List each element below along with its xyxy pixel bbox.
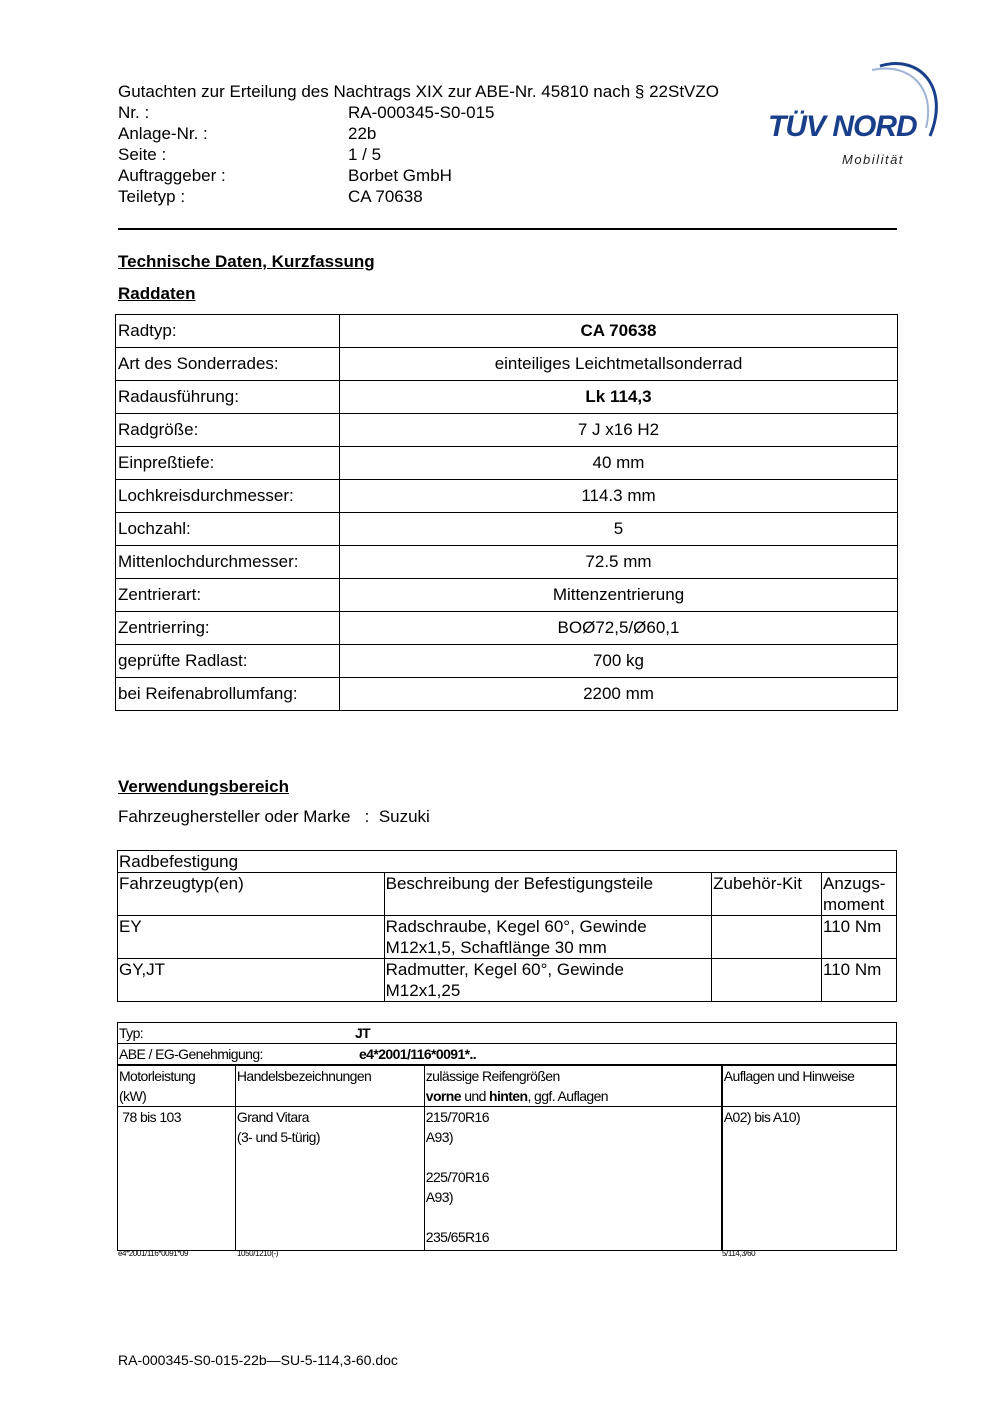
abe-label: ABE / EG-Genehmigung: bbox=[119, 1046, 263, 1062]
header-cell: Zubehör-Kit bbox=[712, 873, 822, 916]
raddaten-label: geprüfte Radlast: bbox=[116, 645, 340, 678]
header-cell: Beschreibung der Befestigungsteile bbox=[384, 873, 711, 916]
abe-value: e4*2001/116*0091*.. bbox=[359, 1046, 477, 1062]
header-key: Seite : bbox=[118, 145, 167, 164]
table-cell: EY bbox=[118, 916, 385, 959]
raddaten-value: CA 70638 bbox=[340, 315, 898, 348]
header-cell: Fahrzeugtyp(en) bbox=[118, 873, 385, 916]
abe-row bbox=[118, 1044, 897, 1066]
raddaten-row bbox=[116, 513, 898, 546]
typ-value: JT bbox=[355, 1025, 371, 1041]
tuv-nord-logo bbox=[760, 58, 940, 170]
raddaten-label: Einpreßtiefe: bbox=[116, 447, 340, 480]
radbefestigung-title: Radbefestigung bbox=[118, 851, 897, 873]
typ-row bbox=[118, 1023, 897, 1044]
raddaten-label: Art des Sonderrades: bbox=[116, 348, 340, 381]
typ-label: Typ: bbox=[119, 1025, 144, 1041]
typ-table bbox=[117, 1022, 897, 1251]
table-cell: Radschraube, Kegel 60°, Gewinde M12x1,5, Schaftlänge 30 mm bbox=[384, 916, 711, 959]
raddaten-row bbox=[116, 612, 898, 645]
raddaten-value: Lk 114,3 bbox=[340, 381, 898, 414]
manufacturer-value: Suzuki bbox=[378, 807, 430, 826]
raddaten-value: 72.5 mm bbox=[340, 546, 898, 579]
header-value: CA 70638 bbox=[348, 187, 423, 206]
reifen-und: und bbox=[460, 1088, 490, 1104]
table-row bbox=[118, 916, 897, 959]
reifen-header-line: zulässige Reifengrößen bbox=[425, 1068, 560, 1084]
raddaten-row bbox=[116, 381, 898, 414]
header-key: Nr. : bbox=[118, 103, 150, 122]
header-key: Teiletyp : bbox=[118, 187, 186, 206]
raddaten-table bbox=[115, 314, 898, 711]
table-row bbox=[118, 959, 897, 1002]
header-key: Anlage-Nr. : bbox=[118, 124, 208, 143]
header-row bbox=[118, 186, 719, 207]
radbefestigung-table bbox=[117, 850, 897, 1002]
raddaten-value: 5 bbox=[340, 513, 898, 546]
header-cell: Anzugs- moment bbox=[822, 873, 897, 916]
section-heading-technische-daten: Technische Daten, Kurzfassung bbox=[118, 252, 375, 271]
reifen-header-line bbox=[426, 1086, 720, 1106]
header-cell: Motorleistung (kW) bbox=[118, 1065, 236, 1107]
raddaten-label: Lochkreisdurchmesser: bbox=[116, 480, 340, 513]
table-cell bbox=[712, 959, 822, 1002]
header-cell: Auflagen und Hinweise bbox=[722, 1065, 897, 1107]
raddaten-value: 7 J x16 H2 bbox=[340, 414, 898, 447]
table-cell bbox=[712, 916, 822, 959]
manufacturer-separator: : bbox=[364, 807, 370, 826]
header-value: RA-000345-S0-015 bbox=[348, 103, 495, 122]
section-heading-verwendungsbereich: Verwendungsbereich bbox=[118, 777, 289, 796]
document-title: Gutachten zur Erteilung des Nachtrags XIX zur ABE-Nr. 45810 nach § 22StVZO bbox=[118, 82, 719, 101]
raddaten-label: Radausführung: bbox=[116, 381, 340, 414]
header-cell: Handelsbezeichnungen bbox=[235, 1065, 424, 1107]
header-row bbox=[118, 102, 719, 123]
raddaten-label: Radgröße: bbox=[116, 414, 340, 447]
document-header bbox=[118, 81, 719, 207]
header-row bbox=[118, 144, 719, 165]
header-row bbox=[118, 165, 719, 186]
raddaten-row bbox=[116, 348, 898, 381]
table-cell: Radmutter, Kegel 60°, Gewinde M12x1,25 bbox=[384, 959, 711, 1002]
raddaten-value: BOØ72,5/Ø60,1 bbox=[340, 612, 898, 645]
raddaten-row bbox=[116, 315, 898, 348]
logo-subtitle: Mobilität bbox=[842, 152, 904, 167]
table-cell: GY,JT bbox=[118, 959, 385, 1002]
raddaten-label: Lochzahl: bbox=[116, 513, 340, 546]
section-heading-raddaten: Raddaten bbox=[118, 284, 196, 303]
footnote-approval: e4*2001/116*0091*09 bbox=[118, 1249, 189, 1258]
manufacturer-label: Fahrzeughersteller oder Marke bbox=[118, 807, 351, 826]
reifen-auflagen: , ggf. Auflagen bbox=[527, 1088, 608, 1104]
raddaten-row bbox=[116, 645, 898, 678]
logo-wordmark: TÜV NORD bbox=[768, 110, 917, 143]
raddaten-row bbox=[116, 480, 898, 513]
manufacturer-line bbox=[118, 807, 430, 827]
reifen-vorne: vorne bbox=[425, 1088, 461, 1104]
header-value: Borbet GmbH bbox=[348, 166, 452, 185]
raddaten-label: Mittenlochdurchmesser: bbox=[116, 546, 340, 579]
raddaten-row bbox=[116, 414, 898, 447]
reifen-hinten: hinten bbox=[489, 1088, 528, 1104]
table-row bbox=[118, 1107, 897, 1251]
raddaten-label: Zentrierart: bbox=[116, 579, 340, 612]
table-cell: Grand Vitara (3- und 5-türig) bbox=[235, 1107, 424, 1251]
raddaten-value: 2200 mm bbox=[340, 678, 898, 711]
header-value: 1 / 5 bbox=[348, 145, 382, 164]
raddaten-label: Radtyp: bbox=[116, 315, 340, 348]
header-value: 22b bbox=[348, 124, 377, 143]
raddaten-row bbox=[116, 447, 898, 480]
header-row bbox=[118, 123, 719, 144]
header-cell-reifen bbox=[424, 1065, 721, 1107]
table-cell: 215/70R16 A93) 225/70R16 A93) 235/65R16 bbox=[424, 1107, 721, 1251]
header-divider bbox=[118, 228, 897, 230]
raddaten-value: 114.3 mm bbox=[340, 480, 898, 513]
raddaten-label: Zentrierring: bbox=[116, 612, 340, 645]
raddaten-row bbox=[116, 546, 898, 579]
footnote-pattern: 5/114,3/60 bbox=[722, 1249, 756, 1258]
table-cell: 110 Nm bbox=[822, 959, 897, 1002]
raddaten-label: bei Reifenabrollumfang: bbox=[116, 678, 340, 711]
raddaten-value: 40 mm bbox=[340, 447, 898, 480]
footer-filename: RA-000345-S0-015-22b—SU-5-114,3-60.doc bbox=[118, 1352, 398, 1368]
table-cell: A02) bis A10) bbox=[722, 1107, 897, 1251]
raddaten-value: Mittenzentrierung bbox=[340, 579, 898, 612]
table-cell: 78 bis 103 bbox=[118, 1107, 236, 1251]
raddaten-row bbox=[116, 579, 898, 612]
footnote-weights: 1050/1210(-) bbox=[237, 1249, 279, 1258]
table-cell: 110 Nm bbox=[822, 916, 897, 959]
raddaten-value: einteiliges Leichtmetallsonderrad bbox=[340, 348, 898, 381]
raddaten-value: 700 kg bbox=[340, 645, 898, 678]
raddaten-row bbox=[116, 678, 898, 711]
header-key: Auftraggeber : bbox=[118, 166, 226, 185]
